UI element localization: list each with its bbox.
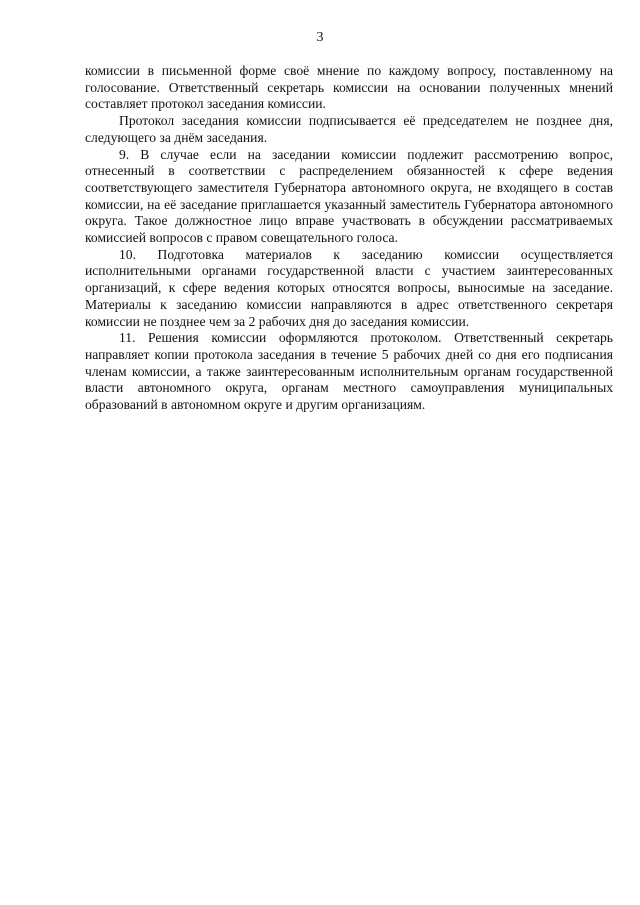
document-body: [85, 63, 613, 414]
paragraph-item-10: 10. Подготовка материалов к заседанию комиссии осуществляется исполнительными органами государственной власти с участием заинтересованных организаций, к сфере ведения которых относятся вопросы, выносимые на заседание. Материалы к заседанию комиссии направляются в адрес ответственного секретаря комиссии не позднее чем за 2 рабочих дня до заседания комиссии.: [85, 246, 613, 329]
paragraph-protocol-signing: Протокол заседания комиссии подписывается её председателем не позднее дня, следующего за днём заседания.: [85, 113, 613, 145]
paragraph-continuation: комиссии в письменной форме своё мнение по каждому вопросу, поставленному на голосование. Ответственный секретарь комиссии на основании полученных мнений составляет протокол заседания комиссии.: [85, 63, 613, 112]
page-number: 3: [316, 30, 324, 45]
paragraph-item-11: 11. Решения комиссии оформляются протоколом. Ответственный секретарь направляет копии протокола заседания в течение 5 рабочих дней со дня его подписания членам комиссии, а также заинтересованным исполнительным органам государственной власти автономного округа, органам местного самоуправления муниципальных образований в автономном округе и другим организациям.: [85, 330, 613, 413]
paragraph-item-9: 9. В случае если на заседании комиссии подлежит рассмотрению вопрос, отнесенный в соответствии с распределением обязанностей к сфере ведения соответствующего заместителя Губернатора автономного округа, не входящего в состав комиссии, на её заседание приглашается указанный заместитель Губернатора автономного округа. Такое должностное лицо вправе участвовать в обсуждении рассматриваемых комиссией вопросов с правом совещательного голоса.: [85, 146, 613, 246]
